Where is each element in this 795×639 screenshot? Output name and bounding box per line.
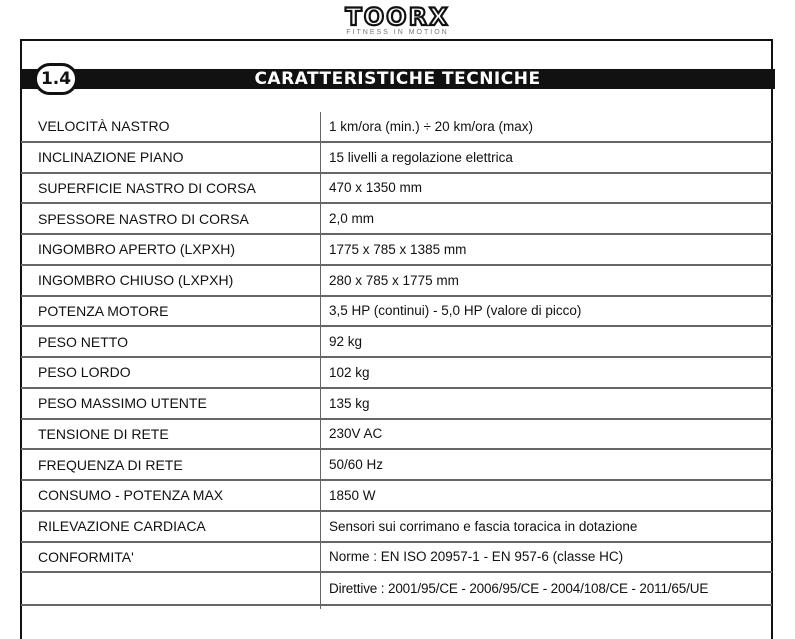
spec-row: [21, 297, 772, 328]
spec-row: [21, 450, 772, 481]
spec-label: INGOMBRO APERTO (LXPXH): [38, 241, 236, 258]
spec-value: Sensori sui corrimano e fascia toracica in dotazione: [329, 518, 638, 534]
spec-label: CONSUMO - POTENZA MAX: [38, 487, 224, 504]
spec-row: [21, 327, 772, 358]
spec-row: [21, 235, 772, 266]
spec-label: CONFORMITA': [38, 548, 134, 565]
spec-row: [21, 389, 772, 420]
toorx-logo: TOORX: [345, 3, 450, 31]
spec-label: TENSIONE DI RETE: [38, 425, 169, 442]
spec-row: [21, 358, 772, 389]
spec-label: POTENZA MOTORE: [38, 302, 169, 319]
spec-row: [21, 573, 772, 606]
spec-value: Norme : EN ISO 20957-1 - EN 957-6 (classe HC): [329, 549, 624, 565]
brand-tagline: FITNESS IN MOTION: [346, 29, 449, 36]
section-number-badge: [34, 63, 78, 95]
spec-value: 92 kg: [329, 334, 363, 350]
brand-header: [0, 4, 795, 37]
spec-label: FREQUENZA DI RETE: [38, 456, 183, 473]
spec-value: 2,0 mm: [329, 211, 375, 227]
spec-row: [21, 204, 772, 235]
spec-row: [21, 420, 772, 451]
spec-value: 50/60 Hz: [329, 457, 384, 473]
spec-row: [21, 512, 772, 543]
spec-value: 280 x 785 x 1775 mm: [329, 272, 459, 288]
spec-row: [21, 543, 772, 574]
spec-label: INGOMBRO CHIUSO (LXPXH): [38, 272, 234, 289]
spec-value: 1850 W: [329, 487, 376, 503]
spec-label: SPESSORE NASTRO DI CORSA: [38, 210, 249, 227]
section-title: CARATTERISTICHE TECNICHE: [254, 69, 541, 89]
section-number: 1.4: [40, 69, 72, 89]
spec-row: [21, 481, 772, 512]
spec-row: [21, 266, 772, 297]
spec-label: INCLINAZIONE PIANO: [38, 149, 184, 166]
spec-value: 3,5 HP (continui) - 5,0 HP (valore di picco): [329, 303, 582, 319]
spec-row: [21, 112, 772, 143]
spec-row: [21, 143, 772, 174]
specs-table: [21, 112, 772, 606]
spec-label: PESO NETTO: [38, 333, 128, 350]
spec-value: 1775 x 785 x 1385 mm: [329, 241, 467, 257]
spec-value: 1 km/ora (min.) ÷ 20 km/ora (max): [329, 118, 533, 134]
spec-label: PESO LORDO: [38, 364, 131, 381]
spec-label: RILEVAZIONE CARDIACA: [38, 518, 206, 535]
spec-value: 135 kg: [329, 395, 370, 411]
spec-value: 15 livelli a regolazione elettrica: [329, 149, 513, 165]
spec-label: VELOCITÀ NASTRO: [38, 118, 170, 135]
spec-value: 102 kg: [329, 364, 370, 380]
spec-label: PESO MASSIMO UTENTE: [38, 395, 207, 412]
spec-label: [38, 573, 318, 604]
spec-row: [21, 174, 772, 205]
spec-value: 230V AC: [329, 426, 383, 442]
spec-value: 470 x 1350 mm: [329, 180, 423, 196]
spec-label: SUPERFICIE NASTRO DI CORSA: [38, 179, 256, 196]
spec-value: Direttive : 2001/95/CE - 2006/95/CE - 2004/108/CE - 2011/65/UE: [329, 581, 709, 597]
